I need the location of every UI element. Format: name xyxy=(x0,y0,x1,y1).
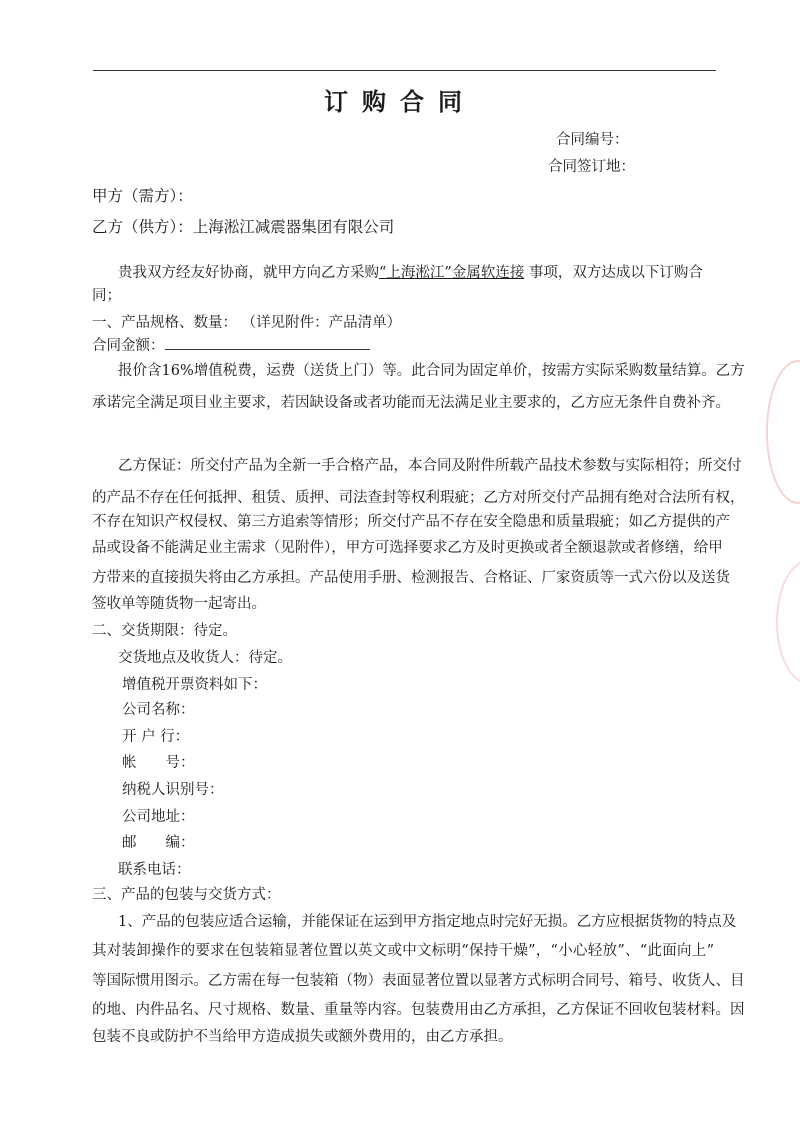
invoice-field: 公司名称： xyxy=(122,702,195,718)
guarantee-line: 乙方保证：所交付产品为全新一手合格产品，本合同及附件所载产品技术参数与实际相符；所交付 xyxy=(118,458,742,474)
intro-before: 贵我双方经友好协商，就甲方向乙方采购 xyxy=(118,265,379,281)
amount-line xyxy=(92,337,370,355)
party-b: 乙方（供方）：上海淞江减震器集团有限公司 xyxy=(92,218,395,236)
section3-line: 的地、内件品名、尺寸规格、数量、重量等内容。包装费用由乙方承担，乙方保证不回收包装材料。因 xyxy=(92,1002,745,1018)
invoice-field: 开 户 行： xyxy=(122,729,190,745)
amount-label: 合同金额： xyxy=(92,338,165,354)
intro-after: 事项，双方达成以下订购合 xyxy=(528,265,703,281)
sign-place-label: 合同签订地： xyxy=(548,159,635,175)
guarantee-line: 的产品不存在任何抵押、租赁、质押、司法查封等权利瑕疵；乙方对所交付产品拥有绝对合法所有权， xyxy=(92,490,745,506)
invoice-field: 公司地址： xyxy=(122,809,195,825)
guarantee-line: 签收单等随货物一起寄出。 xyxy=(92,596,266,612)
invoice-heading: 增值税开票资料如下： xyxy=(122,677,267,693)
section3-line: 包装不良或防护不当给甲方造成损失或额外费用的，由乙方承担。 xyxy=(92,1029,513,1045)
phone-field: 联系电话： xyxy=(118,862,191,878)
party-a: 甲方（需方）： xyxy=(92,187,193,205)
section1-line: 承诺完全满足项目业主要求，若因缺设备或者功能而无法满足业主要求的，乙方应无条件自费补齐。 xyxy=(92,395,730,411)
guarantee-line: 不存在知识产权侵权、第三方追索等情形；所交付产品不存在安全隐患和质量瑕疵；如乙方提供的产 xyxy=(92,514,730,530)
seal-mark xyxy=(766,360,800,504)
intro-product: “上海淞江”金属软连接 xyxy=(379,265,525,281)
delivery-line: 交货地点及收货人：待定。 xyxy=(118,650,292,666)
document-title: 订购合同 xyxy=(324,87,476,116)
guarantee-line: 品或设备不能满足业主需求（见附件），甲方可选择要求乙方及时更换或者全额退款或者修缮，给甲 xyxy=(92,540,723,556)
seal-mark xyxy=(776,560,800,684)
guarantee-line: 方带来的直接损失将由乙方承担。产品使用手册、检测报告、合格证、厂家资质等一式六份以及送货 xyxy=(92,570,730,586)
header-rule xyxy=(93,70,716,71)
section3-heading: 三、产品的包装与交货方式： xyxy=(92,887,281,903)
section1-line: 报价含16%增值税费，运费（送货上门）等。此合同为固定单价，按需方实际采购数量结算。乙方 xyxy=(118,363,745,379)
amount-blank xyxy=(165,337,370,350)
section3-line: 等国际惯用图示。乙方需在每一包装箱（物）表面显著位置以显著方式标明合同号、箱号、收货人、目 xyxy=(92,973,745,989)
section2-heading: 二、交货期限：待定。 xyxy=(92,623,237,639)
invoice-field: 纳税人识别号： xyxy=(122,782,224,798)
invoice-field: 帐 号： xyxy=(122,755,195,771)
section1-heading: 一、产品规格、数量： （详见附件：产品清单） xyxy=(92,315,402,331)
invoice-field: 邮 编： xyxy=(122,835,195,851)
section3-line: 其对装卸操作的要求在包装箱显著位置以英文或中文标明“保持干燥”，“小心轻放”、“此面向上” xyxy=(92,943,714,959)
contract-no-label: 合同编号： xyxy=(556,132,629,148)
intro-line xyxy=(118,264,703,282)
intro-line2: 同； xyxy=(92,288,121,304)
section3-line: 1、产品的包装应适合运输，并能保证在运到甲方指定地点时完好无损。乙方应根据货物的特点及 xyxy=(118,914,737,930)
